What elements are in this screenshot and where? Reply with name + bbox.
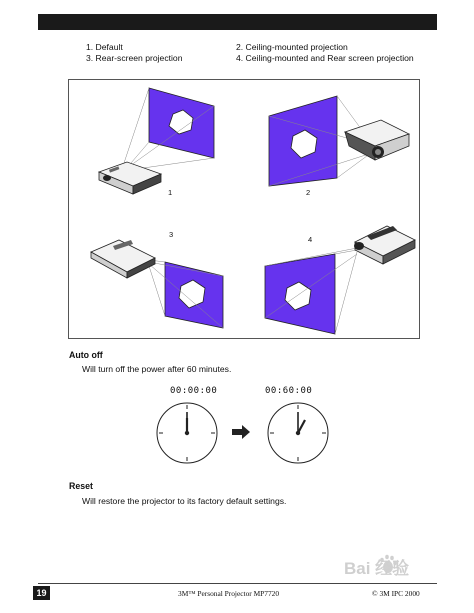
projection-illustration bbox=[69, 80, 421, 340]
timer-diagram bbox=[150, 400, 336, 466]
reset-heading: Reset bbox=[69, 481, 93, 491]
clock-end-icon bbox=[268, 403, 328, 463]
page-number: 19 bbox=[33, 586, 50, 600]
figure-label-3: 3 bbox=[169, 230, 174, 239]
footer-copyright: © 3M IPC 2000 bbox=[372, 589, 420, 598]
figure-label-4: 4 bbox=[308, 235, 313, 244]
projection-modes-figure bbox=[68, 79, 420, 339]
clock-start-label: 00:00:00 bbox=[170, 386, 218, 396]
list-item-ceiling-rear: 4. Ceiling-mounted and Rear screen projection bbox=[236, 53, 414, 63]
figure-label-1: 1 bbox=[168, 188, 173, 197]
list-item-ceiling: 2. Ceiling-mounted projection bbox=[236, 42, 348, 52]
auto-off-heading: Auto off bbox=[69, 350, 103, 360]
clock-end-label: 00:60:00 bbox=[265, 386, 313, 396]
footer-rule bbox=[38, 583, 437, 584]
panel-rear-screen bbox=[91, 240, 223, 328]
panel-default bbox=[99, 88, 214, 194]
list-item-default: 1. Default bbox=[86, 42, 123, 52]
panel-ceiling-rear bbox=[265, 226, 415, 334]
auto-off-text: Will turn off the power after 60 minutes. bbox=[82, 364, 232, 374]
watermark-logo bbox=[340, 553, 452, 581]
list-left bbox=[86, 42, 183, 64]
figure-label-2: 2 bbox=[306, 188, 311, 197]
clock-start-icon bbox=[157, 403, 217, 463]
list-right bbox=[236, 42, 426, 64]
arrow-right-icon bbox=[232, 425, 250, 439]
footer-title: 3M™ Personal Projector MP7720 bbox=[178, 589, 280, 598]
panel-ceiling bbox=[269, 96, 409, 186]
reset-text: Will restore the projector to its factory default settings. bbox=[82, 496, 287, 506]
list-item-rear-screen: 3. Rear-screen projection bbox=[86, 53, 183, 63]
header-bar bbox=[38, 14, 437, 30]
watermark-text: Bai 经验 bbox=[344, 559, 410, 578]
